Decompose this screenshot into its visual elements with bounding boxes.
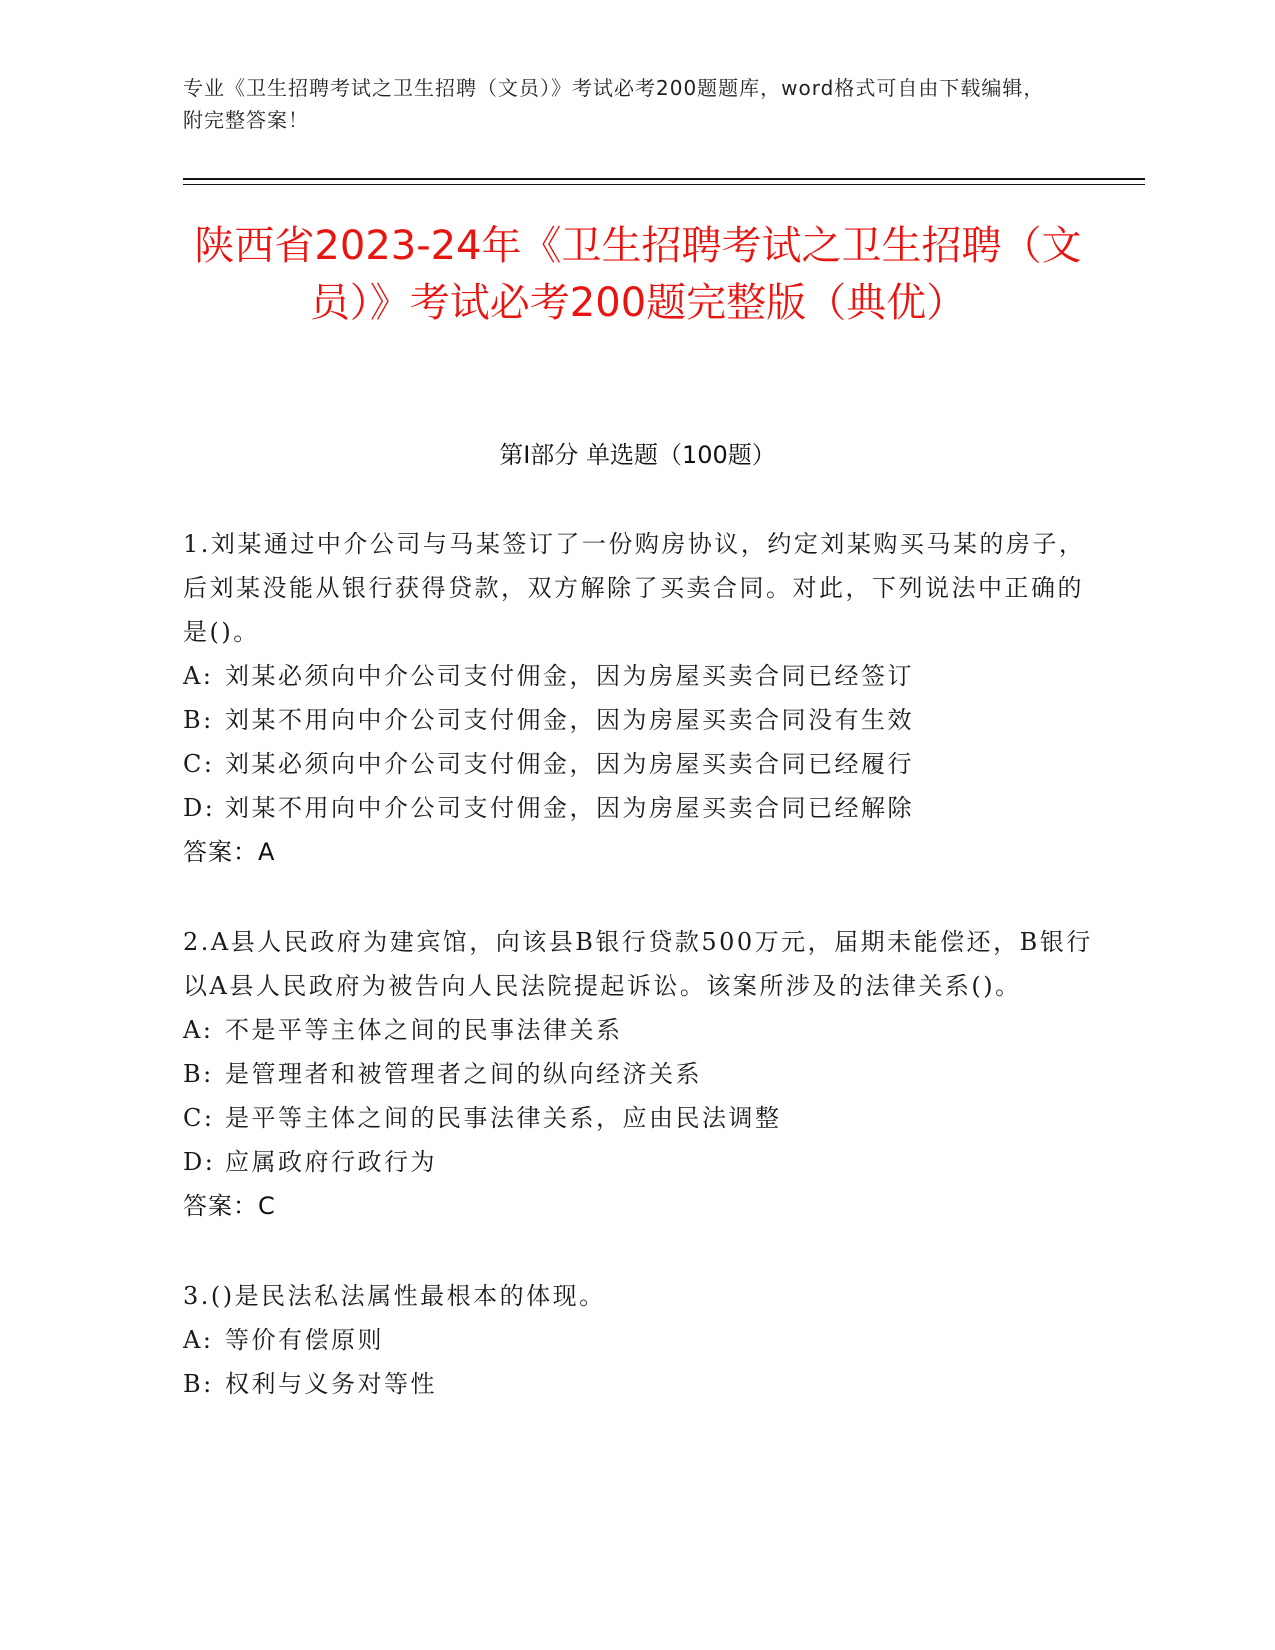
option-letter: A:: [183, 1016, 214, 1044]
question-stem: 3.()是民法私法属性最根本的体现。: [183, 1282, 606, 1310]
section-title: 第I部分 单选题（100题）: [499, 441, 776, 469]
answer: 答案：C: [183, 1192, 276, 1220]
option-text: 权利与义务对等性: [225, 1370, 437, 1398]
option-a: [183, 1008, 1103, 1052]
option-letter: C:: [183, 750, 215, 778]
header-note: 专业《卫生招聘考试之卫生招聘（文员）》考试必考200题题库，word格式可自由下载编辑，附完整答案！: [183, 76, 1045, 132]
option-text: 刘某必须向中介公司支付佣金，因为房屋买卖合同已经签订: [225, 662, 914, 690]
option-text: 是管理者和被管理者之间的纵向经济关系: [225, 1060, 702, 1088]
option-letter: A:: [183, 662, 214, 690]
question-1: [183, 522, 1103, 874]
option-d: [183, 786, 1103, 830]
option-b: [183, 1362, 1103, 1406]
option-letter: D:: [183, 1148, 216, 1176]
option-letter: A:: [183, 1326, 214, 1354]
option-text: 不是平等主体之间的民事法律关系: [225, 1016, 623, 1044]
option-a: [183, 1318, 1103, 1362]
option-c: [183, 1096, 1103, 1140]
option-letter: B:: [183, 1370, 214, 1398]
option-text: 等价有偿原则: [225, 1326, 384, 1354]
question-3: [183, 1274, 1103, 1406]
question-list: [183, 522, 1103, 1452]
option-text: 是平等主体之间的民事法律关系，应由民法调整: [225, 1104, 782, 1132]
question-stem: 1.刘某通过中介公司与马某签订了一份购房协议，约定刘某购买马某的房子，后刘某没能从银行获得贷款，双方解除了买卖合同。对此，下列说法中正确的是()。: [183, 530, 1086, 646]
question-stem: 2.A县人民政府为建宾馆，向该县B银行贷款500万元，届期未能偿还，B银行以A县人民政府为被告向人民法院提起诉讼。该案所涉及的法律关系()。: [183, 928, 1093, 1000]
header-divider-thin: [183, 184, 1145, 185]
document-title: 陕西省2023-24年《卫生招聘考试之卫生招聘（文员）》考试必考200题完整版（典优）: [194, 223, 1082, 326]
option-text: 刘某必须向中介公司支付佣金，因为房屋买卖合同已经履行: [225, 750, 914, 778]
option-text: 应属政府行政行为: [225, 1148, 437, 1176]
option-text: 刘某不用向中介公司支付佣金，因为房屋买卖合同没有生效: [225, 706, 914, 734]
option-b: [183, 698, 1103, 742]
option-a: [183, 654, 1103, 698]
option-b: [183, 1052, 1103, 1096]
option-letter: D:: [183, 794, 216, 822]
option-text: 刘某不用向中介公司支付佣金，因为房屋买卖合同已经解除: [225, 794, 914, 822]
option-letter: B:: [183, 706, 214, 734]
question-2: [183, 920, 1103, 1228]
option-d: [183, 1140, 1103, 1184]
answer: 答案：A: [183, 838, 276, 866]
header-divider-thick: [183, 178, 1145, 180]
option-letter: C:: [183, 1104, 215, 1132]
option-letter: B:: [183, 1060, 214, 1088]
option-c: [183, 742, 1103, 786]
